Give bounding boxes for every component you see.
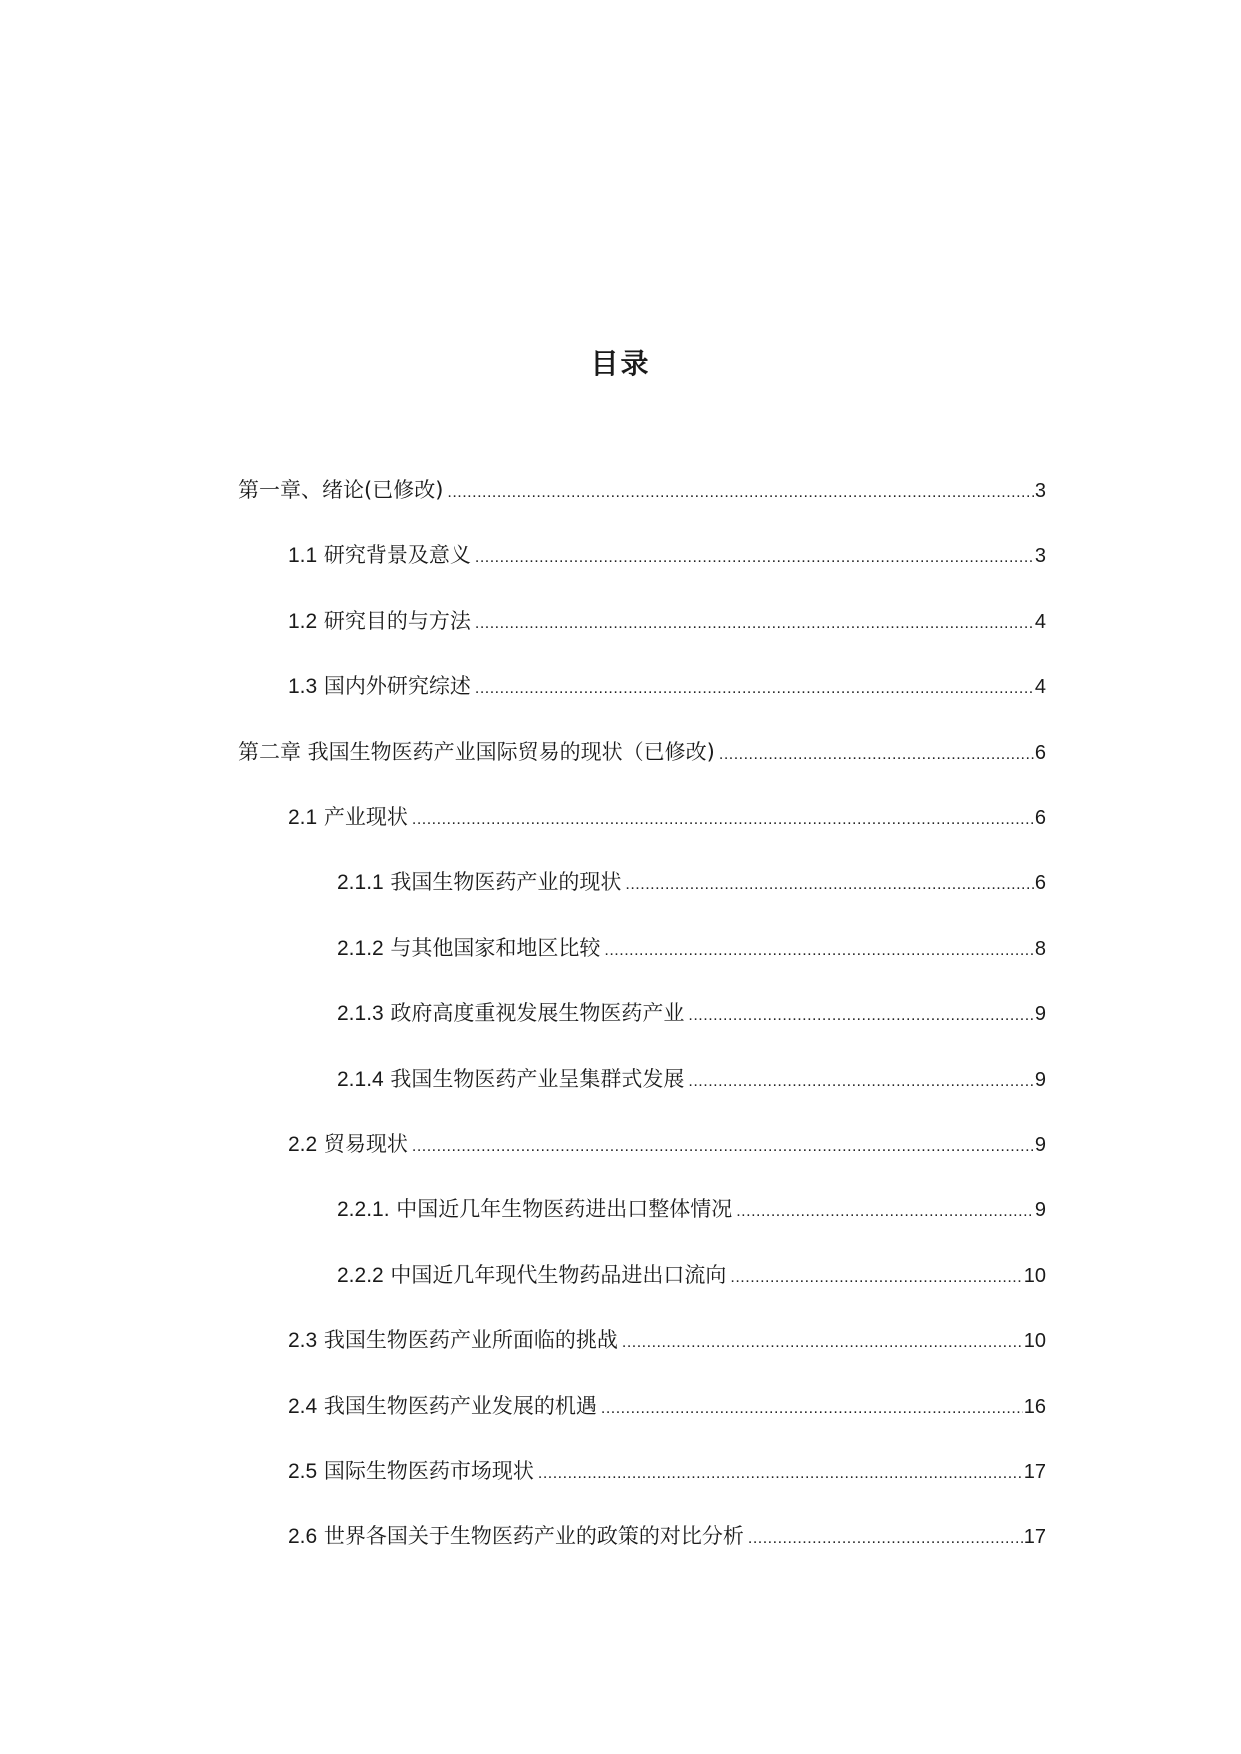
toc-entry[interactable]: [288, 799, 1046, 835]
dot-leader: [719, 737, 1034, 773]
toc-entry-page-number: 8: [1034, 938, 1046, 960]
toc-entry-page-number: 17: [1023, 1526, 1046, 1548]
dot-leader: [622, 1325, 1023, 1361]
toc-entry-label: [337, 1061, 688, 1098]
toc-entry-number: 1.2: [288, 610, 318, 633]
toc-entry-label: [288, 1322, 622, 1359]
toc-entry-label: [288, 799, 412, 836]
toc-entry[interactable]: [288, 1126, 1046, 1162]
toc-entry-text: 中国近几年生物医药进出口整体情况: [389, 1197, 733, 1221]
toc-entry-number: 2.5: [288, 1460, 318, 1483]
toc-entry-page-number: 3: [1034, 545, 1046, 567]
toc-entry-number: 2.1.4: [337, 1068, 384, 1091]
toc-entry-label: [337, 1257, 730, 1294]
toc-entry[interactable]: [288, 1388, 1046, 1424]
toc-entry[interactable]: [238, 472, 1046, 508]
toc-entry-number: 2.1.1: [337, 871, 384, 894]
dot-leader: [538, 1456, 1023, 1492]
toc-entry-page-number: 9: [1034, 1199, 1046, 1221]
toc-entry[interactable]: [337, 930, 1046, 966]
dot-leader: [601, 1391, 1023, 1427]
toc-entry-page-number: 10: [1023, 1330, 1046, 1352]
toc-entry-page-number: 9: [1034, 1134, 1046, 1156]
toc-entry-text: 中国近几年现代生物药品进出口流向: [383, 1263, 727, 1287]
toc-entry-label: [238, 472, 447, 508]
toc-entry-number: 2.2.2: [337, 1264, 384, 1287]
dot-leader: [447, 475, 1033, 511]
toc-entry-text: 国内外研究综述: [317, 674, 471, 698]
dot-leader: [625, 867, 1033, 903]
toc-entry-label: [288, 1453, 538, 1490]
toc-entry-number: 1.1: [288, 544, 318, 567]
dot-leader: [730, 1260, 1022, 1296]
dot-leader: [412, 802, 1034, 838]
dot-leader: [736, 1194, 1034, 1230]
dot-leader: [688, 998, 1033, 1034]
toc-title: 目录: [590, 347, 651, 380]
toc-entry[interactable]: [288, 603, 1046, 639]
toc-entry-label: [288, 1518, 748, 1555]
toc-entry-page-number: 6: [1034, 742, 1046, 764]
toc-entry-number: 2.6: [288, 1525, 318, 1548]
toc-entry-label: [288, 603, 475, 640]
dot-leader: [412, 1129, 1034, 1165]
toc-entry-number: 2.2.1.: [337, 1198, 390, 1221]
toc-entry-label: [288, 1388, 601, 1425]
toc-entry-page-number: 10: [1023, 1265, 1046, 1287]
toc-entry-number: 2.4: [288, 1395, 318, 1418]
toc-entry-page-number: 9: [1034, 1003, 1046, 1025]
toc-entry-page-number: 9: [1034, 1069, 1046, 1091]
toc-entry[interactable]: [337, 1061, 1046, 1097]
toc-entry-page-number: 4: [1034, 676, 1046, 698]
dot-leader: [475, 540, 1034, 576]
toc-entry-text: 我国生物医药产业呈集群式发展: [383, 1067, 685, 1091]
toc-entry-page-number: 17: [1023, 1461, 1046, 1483]
dot-leader: [475, 671, 1034, 707]
toc-entry-page-number: 6: [1034, 807, 1046, 829]
toc-entry-text: 政府高度重视发展生物医药产业: [383, 1001, 685, 1025]
toc-entry-label: [288, 1126, 412, 1163]
toc-entry-label: [337, 864, 625, 901]
toc-entry-label: [288, 537, 475, 574]
toc-entry[interactable]: [288, 668, 1046, 704]
toc-entry-label: [337, 995, 688, 1032]
toc-entry-number: 1.3: [288, 675, 318, 698]
toc-entry-page-number: 3: [1034, 480, 1046, 502]
toc-entry-text: 我国生物医药产业的现状: [383, 870, 622, 894]
toc-entry-label: [337, 1191, 736, 1228]
dot-leader: [688, 1064, 1033, 1100]
toc-entry-text: 第一章、绪论(已修改): [238, 478, 444, 502]
toc-entry-number: 2.2: [288, 1133, 318, 1156]
toc-entry[interactable]: [337, 1191, 1046, 1227]
toc-entry-number: 2.1.3: [337, 1002, 384, 1025]
toc-entry-text: 贸易现状: [317, 1132, 408, 1156]
toc-entry-text: 第二章 我国生物医药产业国际贸易的现状（已修改): [238, 740, 715, 764]
toc-entry-text: 研究背景及意义: [317, 543, 471, 567]
toc-entry[interactable]: [337, 1257, 1046, 1293]
toc-entry-label: [337, 930, 604, 967]
toc-entry-text: 与其他国家和地区比较: [383, 936, 601, 960]
toc-entry-number: 2.3: [288, 1329, 318, 1352]
toc-entry-text: 产业现状: [317, 805, 408, 829]
toc-entry-text: 研究目的与方法: [317, 609, 471, 633]
toc-entry-page-number: 4: [1034, 611, 1046, 633]
toc-entry[interactable]: [288, 1518, 1046, 1554]
dot-leader: [604, 933, 1033, 969]
toc-entry[interactable]: [288, 1322, 1046, 1358]
dot-leader: [475, 606, 1034, 642]
toc-entry-label: [238, 734, 719, 770]
toc-entry-page-number: 6: [1034, 872, 1046, 894]
toc-entry[interactable]: [337, 864, 1046, 900]
toc-entry[interactable]: [288, 1453, 1046, 1489]
toc-entry-text: 世界各国关于生物医药产业的政策的对比分析: [317, 1524, 744, 1548]
toc-entry-text: 我国生物医药产业所面临的挑战: [317, 1328, 618, 1352]
toc-entry-text: 我国生物医药产业发展的机遇: [317, 1394, 597, 1418]
toc-entry-number: 2.1.2: [337, 937, 384, 960]
toc-entry[interactable]: [238, 734, 1046, 770]
toc-entry-number: 2.1: [288, 806, 318, 829]
toc-entry-page-number: 16: [1023, 1396, 1046, 1418]
toc-entry-text: 国际生物医药市场现状: [317, 1459, 534, 1483]
toc-entry[interactable]: [288, 537, 1046, 573]
dot-leader: [748, 1521, 1023, 1557]
toc-entry[interactable]: [337, 995, 1046, 1031]
toc-entry-label: [288, 668, 475, 705]
